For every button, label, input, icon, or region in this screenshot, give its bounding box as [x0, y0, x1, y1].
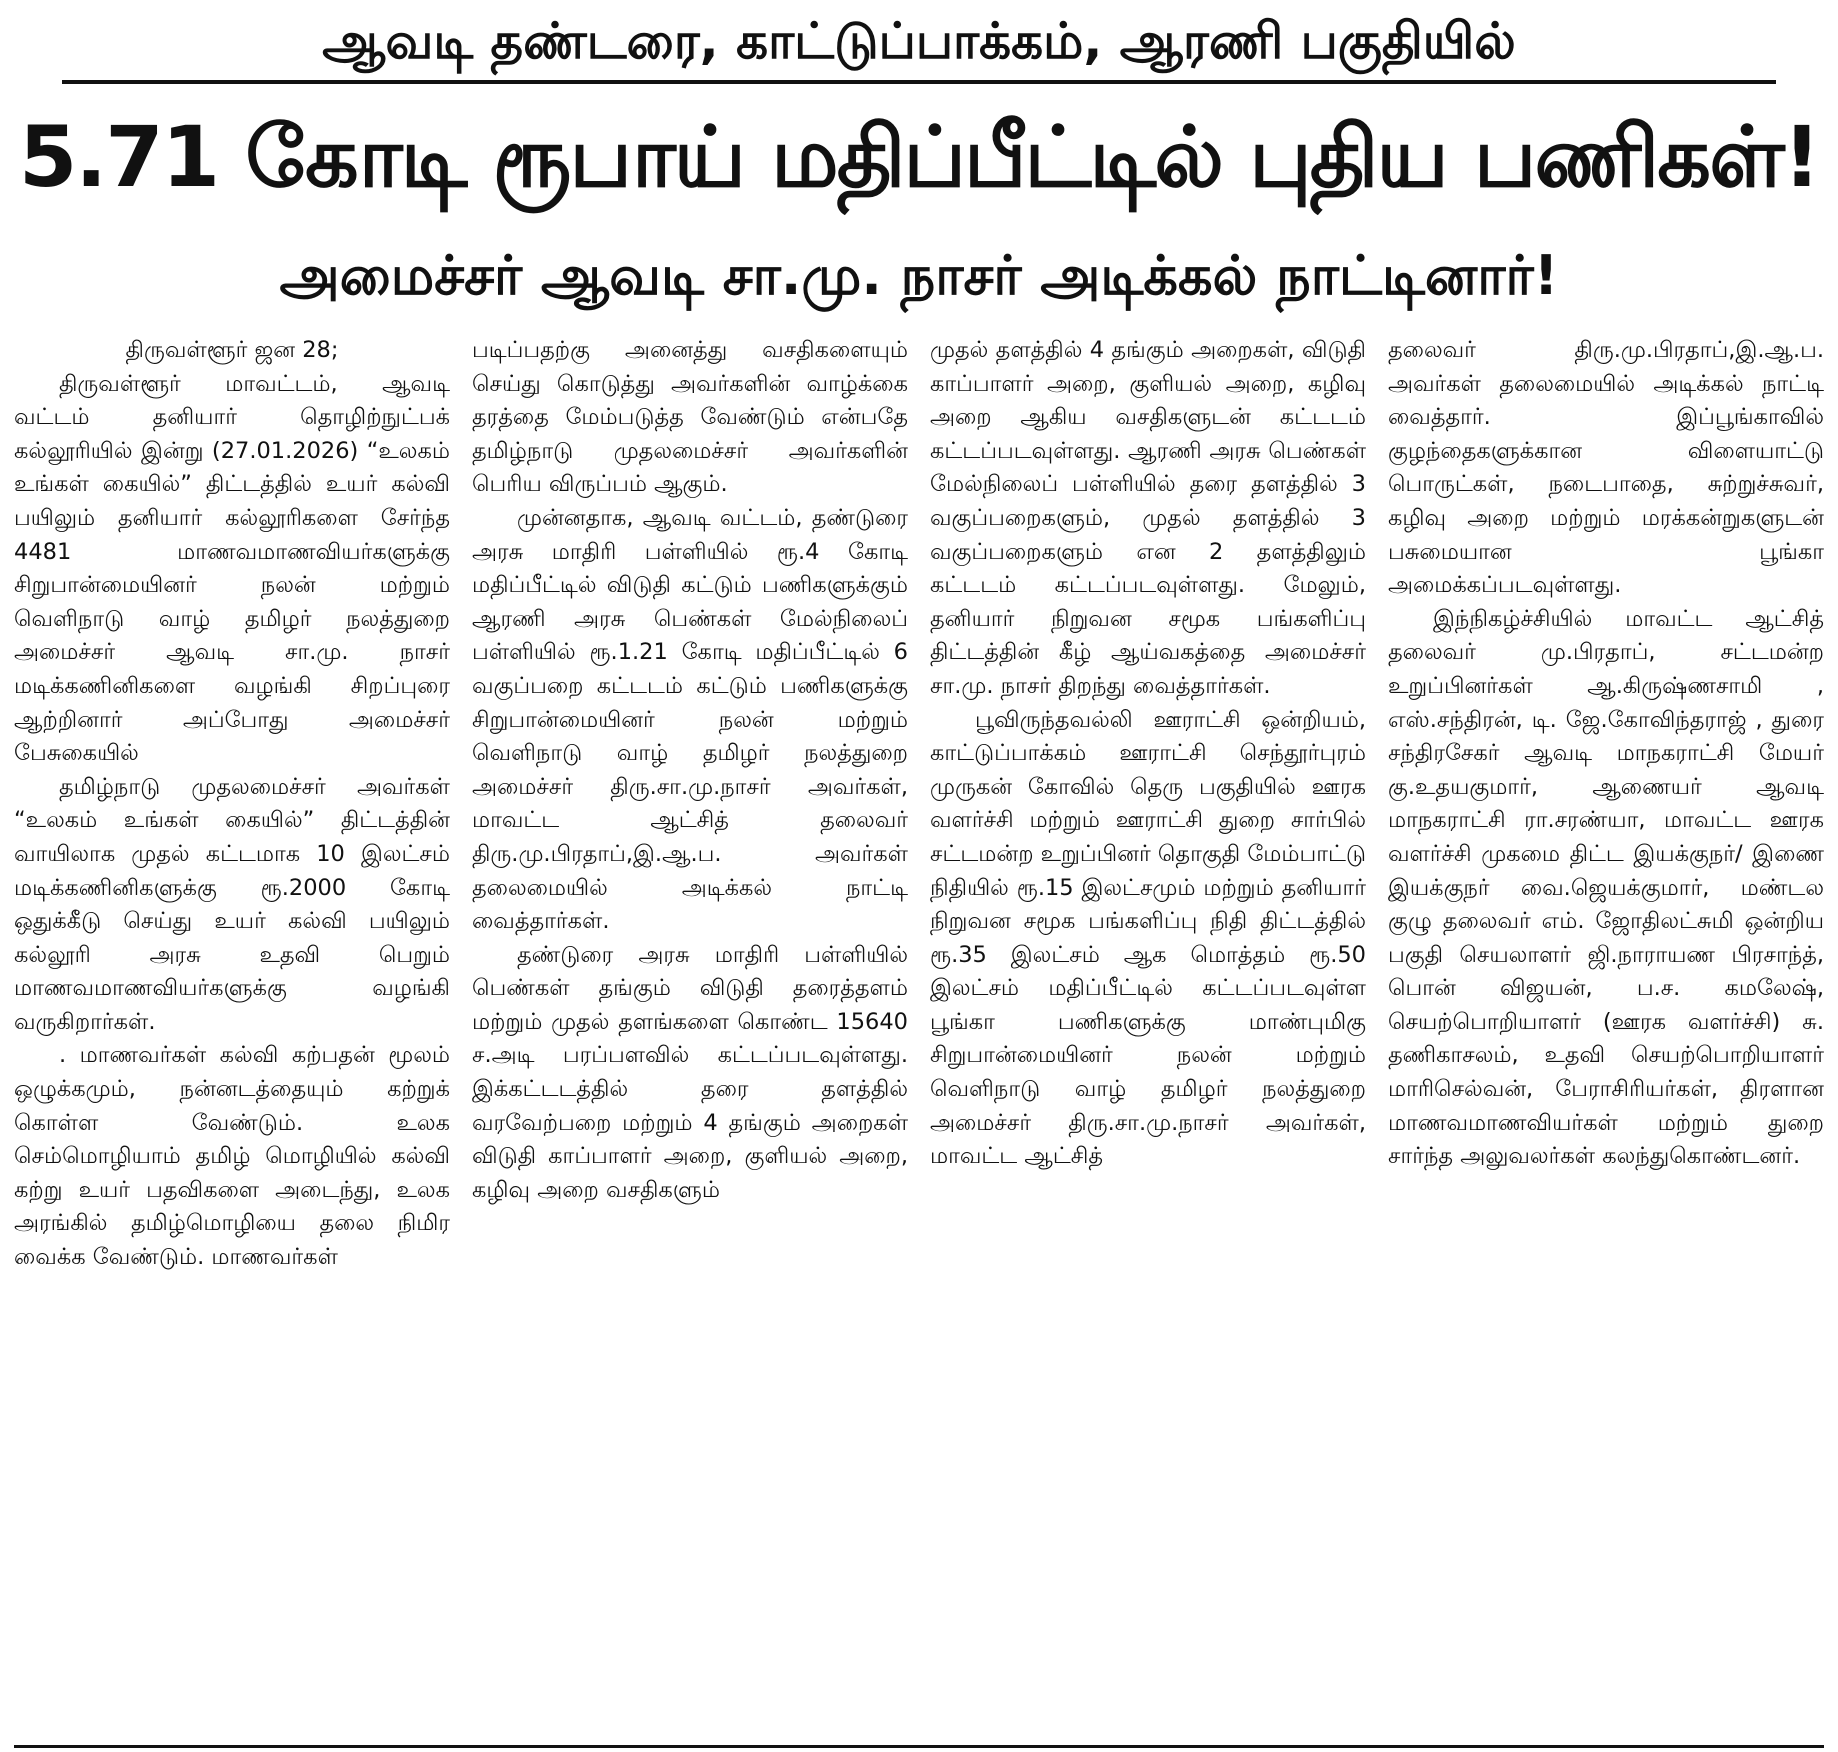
- paragraph: தண்டுரை அரசு மாதிரி பள்ளியில் பெண்கள் தங்கும் விடுதி தரைத்தளம் மற்றும் முதல் தளங்களை கொண்ட 15640 ச.அடி பரப்பளவில் கட்டப்படவுள்ளது. இக்கட்டடத்தில் தரை தளத்தில் வரவேற்பறை மற்றும் 4 தங்கும் அறைகள் விடுதி காப்பாளர் அறை, குளியல் அறை, கழிவு அறை வசதிகளும்: [472, 941, 908, 1203]
- main-headline: 5.71 கோடி ரூபாய் மதிப்பீட்டில் புதிய பணிகள்!: [18, 108, 1820, 206]
- dateline: திருவள்ளூர் ஜன 28;: [125, 337, 339, 363]
- paragraph: இந்நிகழ்ச்சியில் மாவட்ட ஆட்சித் தலைவர் மு.பிரதாப், சட்டமன்ற உறுப்பினர்கள் ஆ.கிருஷ்ணசாமி , எஸ்.சந்திரன், டி. ஜே.கோவிந்தராஜ் , துரை சந்திரசேகர் ஆவடி மாநகராட்சி மேயர் கு.உதயகுமார், ஆணையர் ஆவடி மாநகராட்சி ரா.சரண்யா, மாவட்ட ஊரக வளர்ச்சி முகமை திட்ட இயக்குநர்/ இணை இயக்குநர் வை.ஜெயக்குமார், மண்டல குழு தலைவர் எம். ஜோதிலட்சுமி ஒன்றிய பகுதி செயலாளர் ஜி.நாராயண பிரசாந்த், பொன் விஜயன், ப.ச. கமலேஷ், செயற்பொறியாளர் (ஊரக வளர்ச்சி) சு. தணிகாசலம், உதவி செயற்பொறியாளர் மாரிசெல்வன், பேராசிரியர்கள், திரளான மாணவமாணவியர்கள் மற்றும் துறை சார்ந்த அலுவலர்கள் கலந்துகொண்டனர்.: [1388, 605, 1824, 1170]
- paragraph: முன்னதாக, ஆவடி வட்டம், தண்டுரை அரசு மாதிரி பள்ளியில் ரூ.4 கோடி மதிப்பீட்டில் விடுதி கட்டும் பணிகளுக்கும் ஆரணி அரசு பெண்கள் மேல்நிலைப் பள்ளியில் ரூ.1.21 கோடி மதிப்பீட்டில் 6 வகுப்பறை கட்டடம் கட்டும் பணிகளுக்கு சிறுபான்மையினர் நலன் மற்றும் வெளிநாடு வாழ் தமிழர் நலத்துறை அமைச்சர் திரு.சா.மு.நாசர் அவர்கள், மாவட்ட ஆட்சித் தலைவர் திரு.மு.பிரதாப்,இ.ஆ.ப. அவர்கள் தலைமையில் அடிக்கல் நாட்டி வைத்தார்கள்.: [472, 504, 908, 935]
- newspaper-clipping: [0, 2, 1838, 1752]
- paragraph: பூவிருந்தவல்லி ஊராட்சி ஒன்றியம், காட்டுப்பாக்கம் ஊராட்சி செந்தூர்புரம் முருகன் கோவில் தெரு பகுதியில் ஊரக வளர்ச்சி மற்றும் ஊராட்சி துறை சார்பில் சட்டமன்ற உறுப்பினர் தொகுதி மேம்பாட்டு நிதியில் ரூ.15 இலட்சமும் மற்றும் தனியார் நிறுவன சமூக பங்களிப்பு நிதி திட்டத்தில் ரூ.35 இலட்சம் ஆக மொத்தம் ரூ.50 இலட்சம் மதிப்பீட்டில் கட்டப்படவுள்ள பூங்கா பணிகளுக்கு மாண்புமிகு சிறுபான்மையினர் நலன் மற்றும் வெளிநாடு வாழ் தமிழர் நலத்துறை அமைச்சர் திரு.சா.மு.நாசர் அவர்கள், மாவட்ட ஆட்சித்: [930, 706, 1366, 1170]
- kicker-headline: ஆவடி தண்டரை, காட்டுப்பாக்கம், ஆரணி பகுதியில்: [322, 12, 1516, 70]
- bottom-rule: [14, 1745, 1824, 1748]
- article-column-2: [472, 334, 908, 1684]
- paragraph: தலைவர் திரு.மு.பிரதாப்,இ.ஆ.ப. அவர்கள் தலைமையில் அடிக்கல் நாட்டி வைத்தார். இப்பூங்காவில் குழந்தைகளுக்கான விளையாட்டு பொருட்கள், நடைபாதை, சுற்றுச்சுவர், கழிவு அறை மற்றும் மரக்கன்றுகளுடன் பசுமையான பூங்கா அமைக்கப்படவுள்ளது.: [1388, 337, 1824, 599]
- paragraph: படிப்பதற்கு அனைத்து வசதிகளையும் செய்து கொடுத்து அவர்களின் வாழ்க்கை தரத்தை மேம்படுத்த வேண்டும் என்பதே தமிழ்நாடு முதலமைச்சர் அவர்களின் பெரிய விருப்பம் ஆகும்.: [472, 337, 908, 498]
- paragraph: திருவள்ளூர் மாவட்டம், ஆவடி வட்டம் தனியார் தொழிற்நுட்பக் கல்லூரியில் இன்று (27.01.2026) “உலகம் உங்கள் கையில்” திட்டத்தில் உயர் கல்வி பயிலும் தனியார் கல்லூரிகளை சேர்ந்த 4481 மாணவமாணவியர்களுக்கு சிறுபான்மையினர் நலன் மற்றும் வெளிநாடு வாழ் தமிழர் நலத்துறை அமைச்சர் ஆவடி சா.மு. நாசர் மடிக்கணினிகளை வழங்கி சிறப்புரை ஆற்றினார் அப்போது அமைச்சர் பேசுகையில்: [14, 370, 450, 767]
- article-body: [14, 334, 1824, 1684]
- sub-headline: அமைச்சர் ஆவடி சா.மு. நாசர் அடிக்கல் நாட்டினார்!: [279, 244, 1559, 307]
- article-column-1: [14, 334, 450, 1684]
- article-column-4: [1388, 334, 1824, 1684]
- paragraph: முதல் தளத்தில் 4 தங்கும் அறைகள், விடுதி காப்பாளர் அறை, குளியல் அறை, கழிவு அறை ஆகிய வசதிகளுடன் கட்டடம் கட்டப்படவுள்ளது. ஆரணி அரசு பெண்கள் மேல்நிலைப் பள்ளியில் தரை தளத்தில் 3 வகுப்பறைகளும், முதல் தளத்தில் 3 வகுப்பறைகளும் என 2 தளத்திலும் கட்டடம் கட்டப்படவுள்ளது. மேலும், தனியார் நிறுவன சமூக பங்களிப்பு திட்டத்தின் கீழ் ஆய்வகத்தை அமைச்சர் சா.மு. நாசர் திறந்து வைத்தார்கள்.: [930, 337, 1366, 699]
- kicker-underline: [62, 80, 1776, 84]
- paragraph: . மாணவர்கள் கல்வி கற்பதன் மூலம் ஒழுக்கமும், நன்னடத்தையும் கற்றுக் கொள்ள வேண்டும். உலக செம்மொழியாம் தமிழ் மொழியில் கல்வி கற்று உயர் பதவிகளை அடைந்து, உலக அரங்கில் தமிழ்மொழியை தலை நிமிர வைக்க வேண்டும். மாணவர்கள்: [14, 1042, 450, 1271]
- article-column-3: [930, 334, 1366, 1684]
- paragraph: தமிழ்நாடு முதலமைச்சர் அவர்கள் “உலகம் உங்கள் கையில்” திட்டத்தின் வாயிலாக முதல் கட்டமாக 10 இலட்சம் மடிக்கணினிகளுக்கு ரூ.2000 கோடி ஒதுக்கீடு செய்து உயர் கல்வி பயிலும் கல்லூரி அரசு உதவி பெறும் மாணவமாணவியர்களுக்கு வழங்கி வருகிறார்கள்.: [14, 773, 450, 1035]
